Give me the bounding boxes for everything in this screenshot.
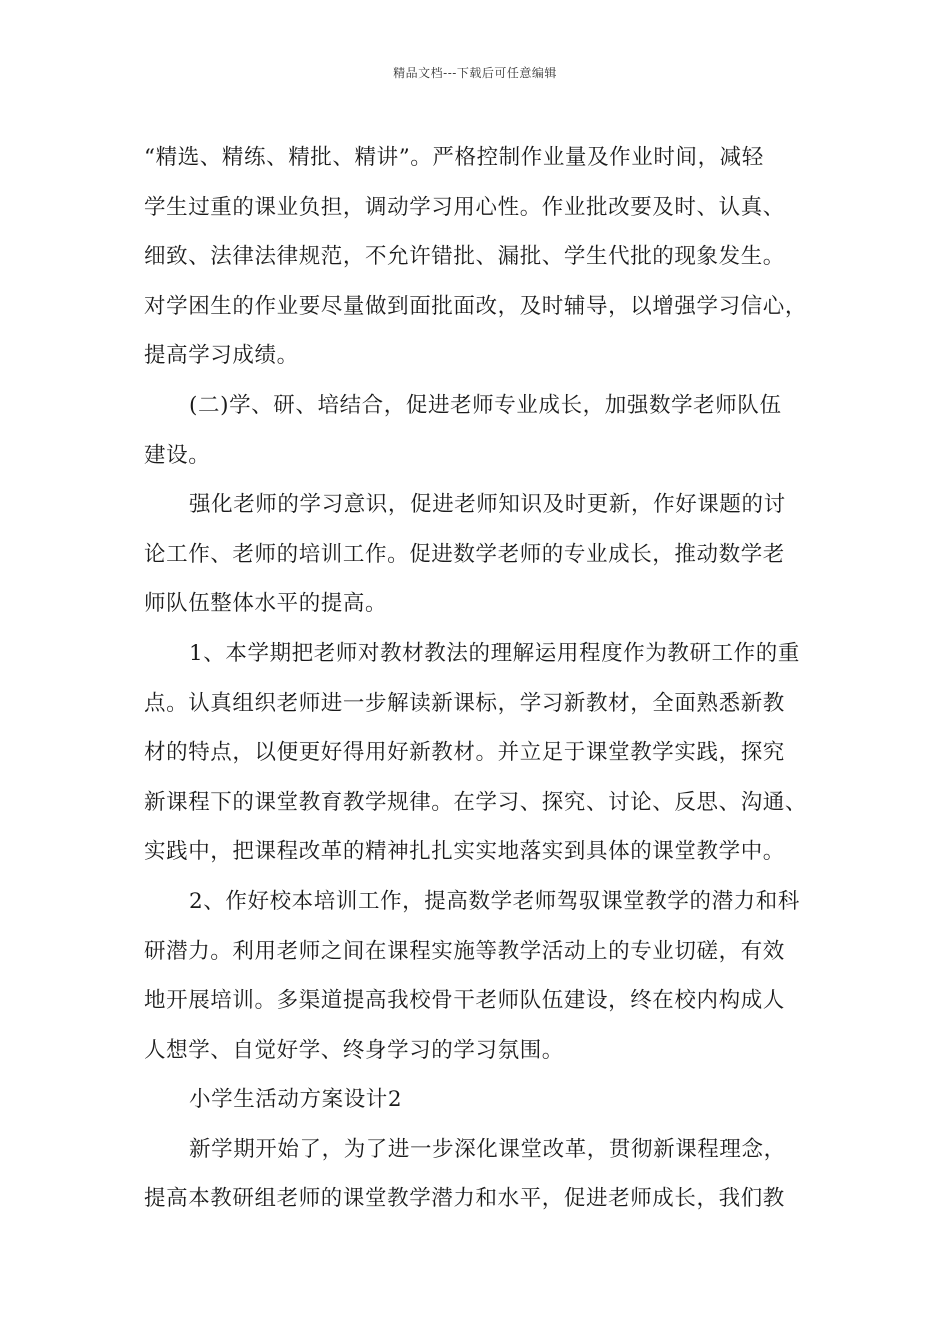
section-heading-line: 建设。 bbox=[144, 442, 211, 468]
text-line: 点。认真组织老师进一步解读新课标，学习新教材，全面熟悉新教 bbox=[144, 690, 785, 716]
text-line: 提高本教研组老师的课堂教学潜力和水平，促进老师成长，我们教 bbox=[144, 1186, 785, 1212]
text-line: 对学困生的作业要尽量做到面批面改，及时辅导，以增强学习信心， bbox=[144, 293, 808, 319]
text-line: 材的特点，以便更好得用好新教材。并立足于课堂教学实践，探究 bbox=[144, 740, 785, 766]
page-header: 精品文档---下载后可任意编辑 bbox=[393, 66, 557, 80]
text-line: 论工作、老师的培训工作。促进数学老师的专业成长，推动数学老 bbox=[144, 541, 785, 567]
text-line: “精选、精练、精批、精讲”。严格控制作业量及作业时间，减轻 bbox=[144, 145, 764, 170]
document-body bbox=[144, 133, 809, 1224]
text-line: 人想学、自觉好学、终身学习的学习氛围。 bbox=[144, 1037, 564, 1063]
text-line: 学生过重的课业负担，调动学习用心性。作业批改要及时、认真、 bbox=[144, 194, 785, 220]
list-item-line: 2、作好校本培训工作，提高数学老师驾驭课堂教学的潜力和科 bbox=[189, 888, 800, 914]
text-line: 实践中，把课程改革的精神扎扎实实地落实到具体的课堂教学中。 bbox=[144, 839, 785, 865]
text-line: 研潜力。利用老师之间在课程实施等教学活动上的专业切磋，有效 bbox=[144, 938, 785, 964]
section-title: 小学生活动方案设计2 bbox=[189, 1087, 403, 1113]
list-item-line: 1、本学期把老师对教材教法的理解运用程度作为教研工作的重 bbox=[189, 640, 800, 666]
text-line: 提高学习成绩。 bbox=[144, 343, 299, 369]
text-line: 师队伍整体水平的提高。 bbox=[144, 591, 388, 617]
text-line: 强化老师的学习意识，促进老师知识及时更新，作好课题的讨 bbox=[189, 492, 786, 518]
text-line: 新课程下的课堂教育教学规律。在学习、探究、讨论、反思、沟通、 bbox=[144, 789, 808, 815]
text-line: 地开展培训。多渠道提高我校骨干老师队伍建设，终在校内构成人 bbox=[144, 988, 785, 1014]
text-line: 细致、法律法律规范，不允许错批、漏批、学生代批的现象发生。 bbox=[144, 244, 785, 270]
text-line: 新学期开始了，为了进一步深化课堂改革，贯彻新课程理念， bbox=[189, 1136, 786, 1162]
section-heading-line: (二)学、研、培结合，促进老师专业成长，加强数学老师队伍 bbox=[189, 392, 782, 418]
